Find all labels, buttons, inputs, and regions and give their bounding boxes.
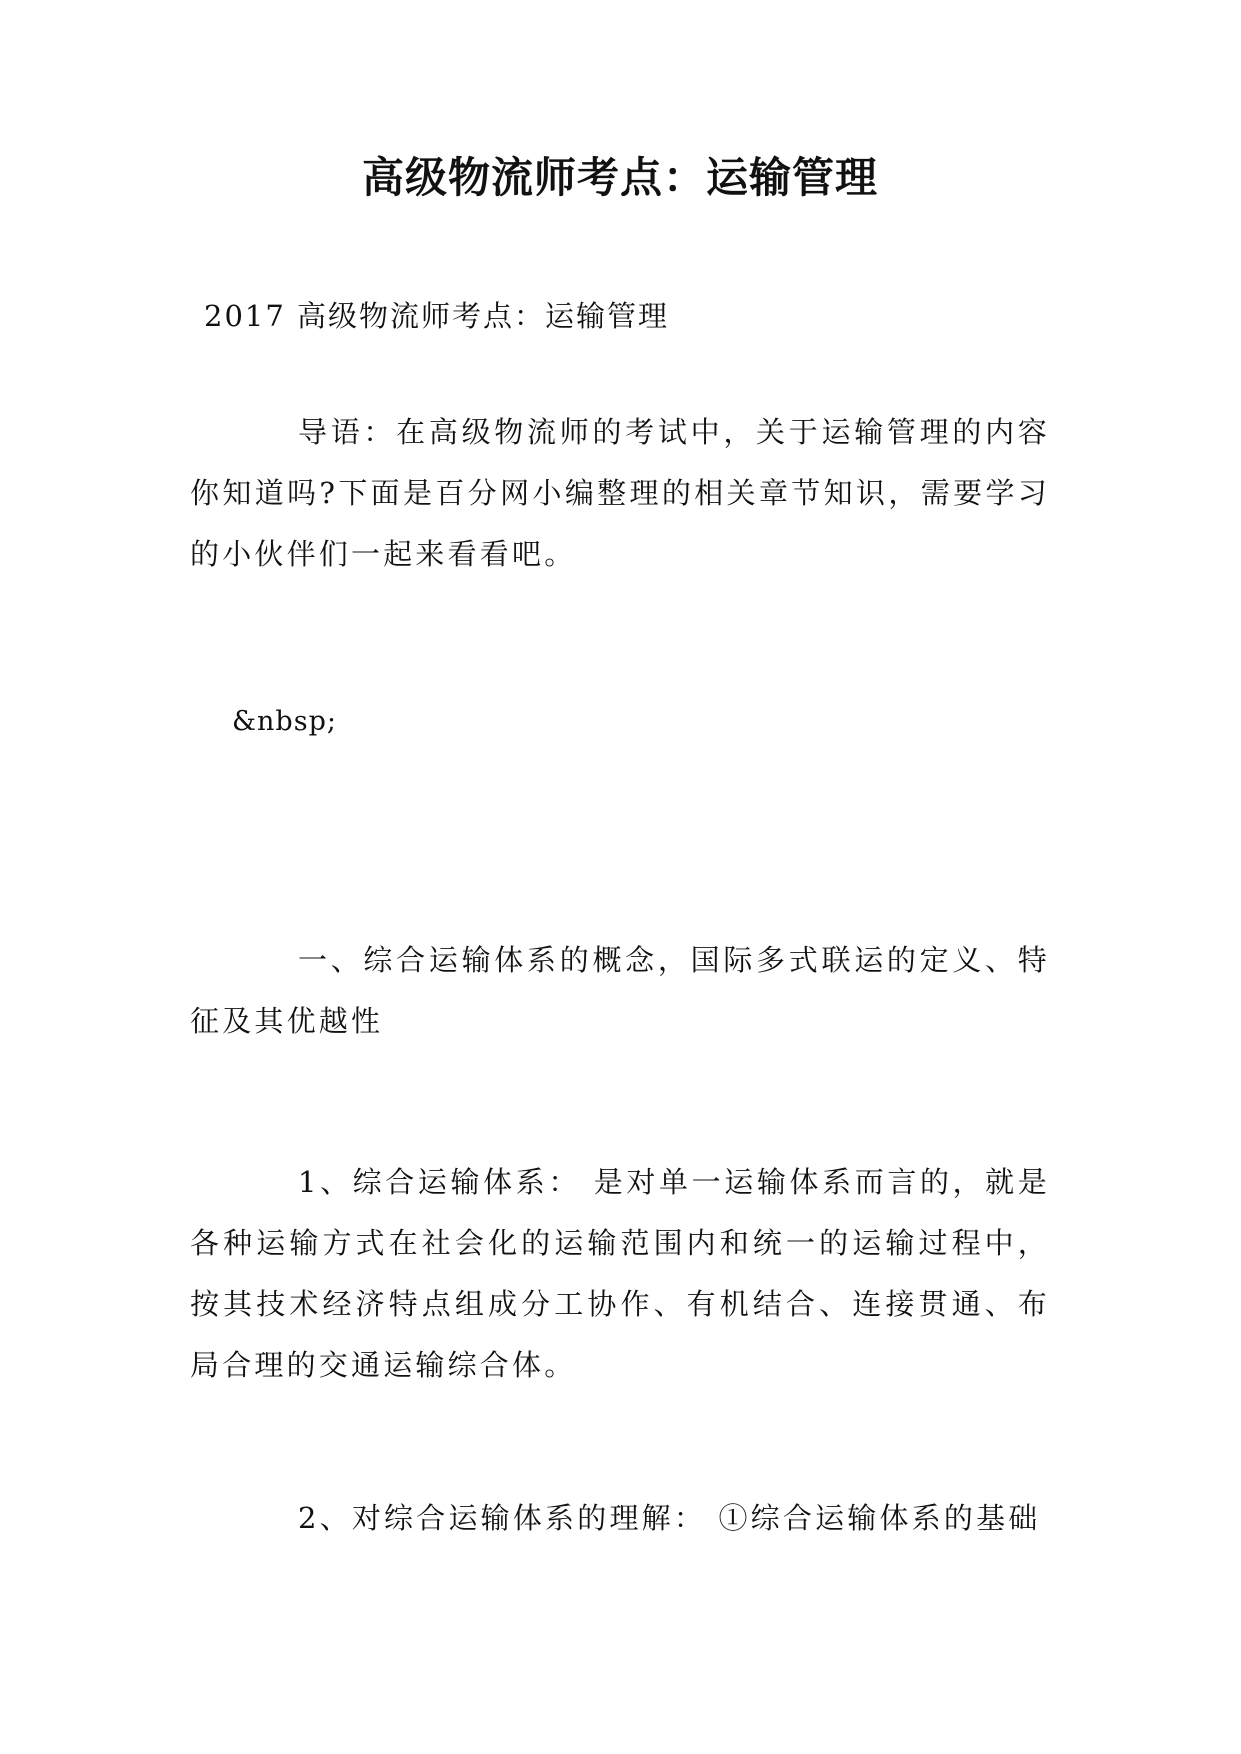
nbsp-text: &nbsp; [232, 706, 337, 737]
section-heading-1: 一、综合运输体系的概念，国际多式联运的定义、特征及其优越性 [190, 943, 1050, 1038]
intro-paragraph: 导语：在高级物流师的考试中，关于运输管理的内容你知道吗?下面是百分网小编整理的相关章节知识，需要学习的小伙伴们一起来看看吧。 [190, 415, 1050, 571]
paragraph-point-2: 2、对综合运输体系的理解： ①综合运输体系的基础 [298, 1501, 1041, 1535]
paragraph-point-1: 1、综合运输体系： 是对单一运输体系而言的，就是各种运输方式在社会化的运输范围内和统一的运输过程中，按其技术经济特点组成分工协作、有机结合、连接贯通、布局合理的交通运输综合体。 [190, 1165, 1050, 1382]
document-subtitle: 2017 高级物流师考点：运输管理 [204, 299, 670, 333]
document-title: 高级物流师考点：运输管理 [361, 153, 878, 202]
